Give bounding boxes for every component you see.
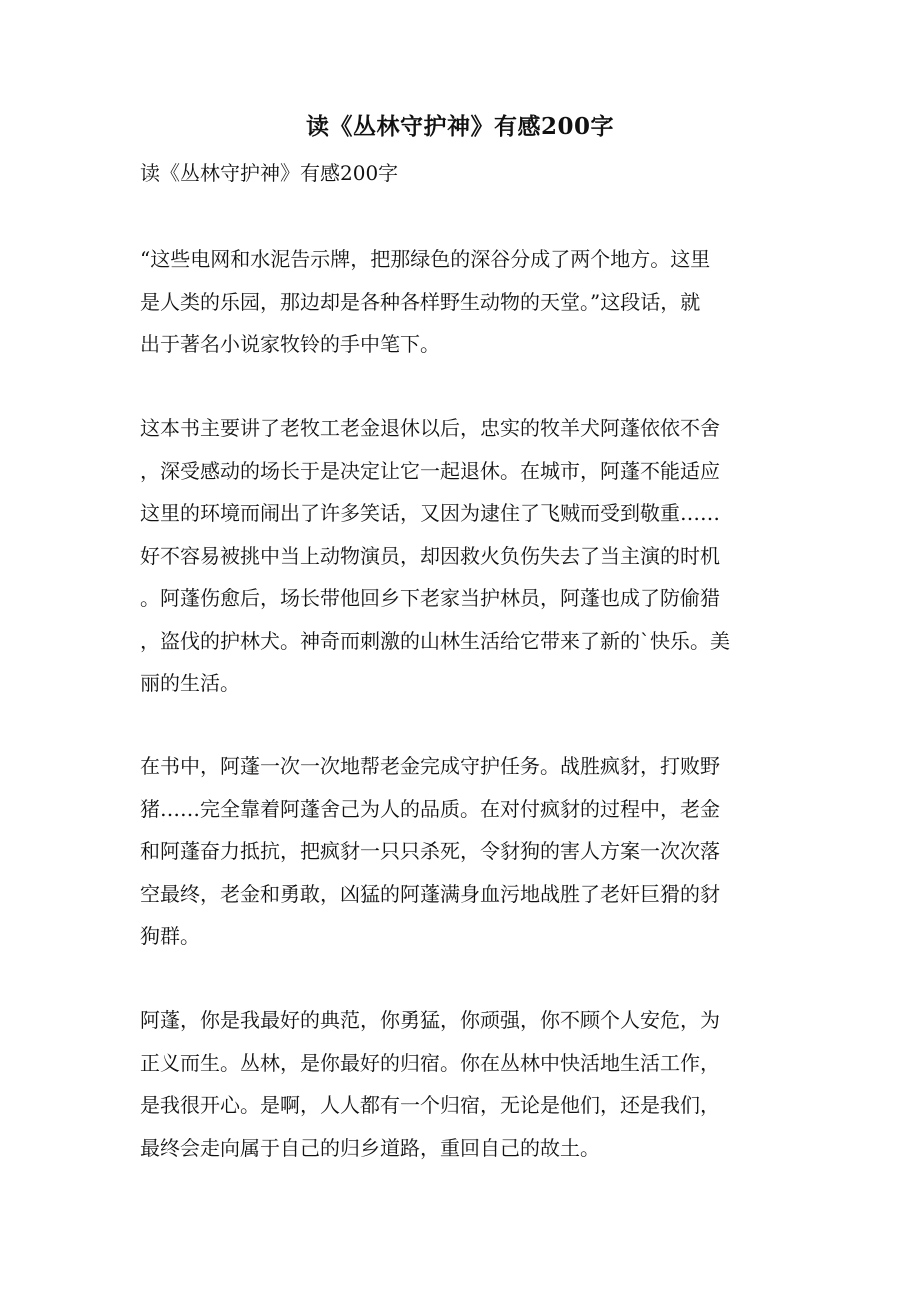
paragraph-line: 正义而生。丛林，是你最好的归宿。你在丛林中快活地生活工作， xyxy=(140,1050,720,1075)
paragraph-line: 丽的生活。 xyxy=(140,671,240,695)
paragraph-line: “这些电网和水泥告示牌，把那绿色的深谷分成了两个地方。这里 xyxy=(140,247,711,271)
paragraph-line: 在书中，阿蓬一次一次地帮老金完成守护任务。战胜疯豺，打败野 xyxy=(140,754,720,778)
paragraph-line: ，深受感动的场长于是决定让它一起退休。在城市，阿蓬不能适应 xyxy=(140,458,720,483)
paragraph-1 xyxy=(140,238,780,366)
paragraph-line: 好不容易被挑中当上动物演员，却因救火负伤失去了当主演的时机 xyxy=(140,543,720,568)
paragraph-line: 最终会走向属于自己的归乡道路，重回自己的故土。 xyxy=(140,1135,600,1160)
paragraph-line: 猪……完全靠着阿蓬舍己为人的品质。在对付疯豺的过程中，老金 xyxy=(140,796,720,821)
paragraph-line: ，盗伐的护林犬。神奇而刺激的山林生活给它带来了新的`快乐。美 xyxy=(140,628,730,653)
document-subtitle: 读《丛林守护神》有感200字 xyxy=(140,161,399,185)
paragraph-4 xyxy=(140,999,780,1169)
paragraph-line: 这里的环境而闹出了许多笑话，又因为逮住了飞贼而受到敬重…… xyxy=(140,501,720,525)
paragraph-line: 和阿蓬奋力抵抗，把疯豺一只只杀死，令豺狗的害人方案一次次落 xyxy=(140,839,720,863)
paragraph-line: 这本书主要讲了老牧工老金退休以后，忠实的牧羊犬阿蓬依依不舍 xyxy=(140,416,720,440)
paragraph-3 xyxy=(140,745,780,958)
paragraph-line: 是人类的乐园，那边却是各种各样野生动物的天堂。”这段话，就 xyxy=(140,289,701,314)
document-title: 读《丛林守护神》有感200字 xyxy=(305,113,614,140)
paragraph-2 xyxy=(140,407,780,705)
paragraph-line: 出于著名小说家牧铃的手中笔下。 xyxy=(140,332,440,356)
paragraph-line: 。阿蓬伤愈后，场长带他回乡下老家当护林员，阿蓬也成了防偷猎 xyxy=(140,586,720,610)
paragraph-line: 阿蓬，你是我最好的典范，你勇猛，你顽强，你不顾个人安危，为 xyxy=(140,1008,720,1032)
paragraph-line: 狗群。 xyxy=(140,924,200,948)
paragraph-line: 空最终，老金和勇敢，凶猛的阿蓬满身血污地战胜了老奸巨猾的豺 xyxy=(140,881,720,906)
paragraph-line: 是我很开心。是啊，人人都有一个归宿，无论是他们，还是我们， xyxy=(140,1093,720,1117)
